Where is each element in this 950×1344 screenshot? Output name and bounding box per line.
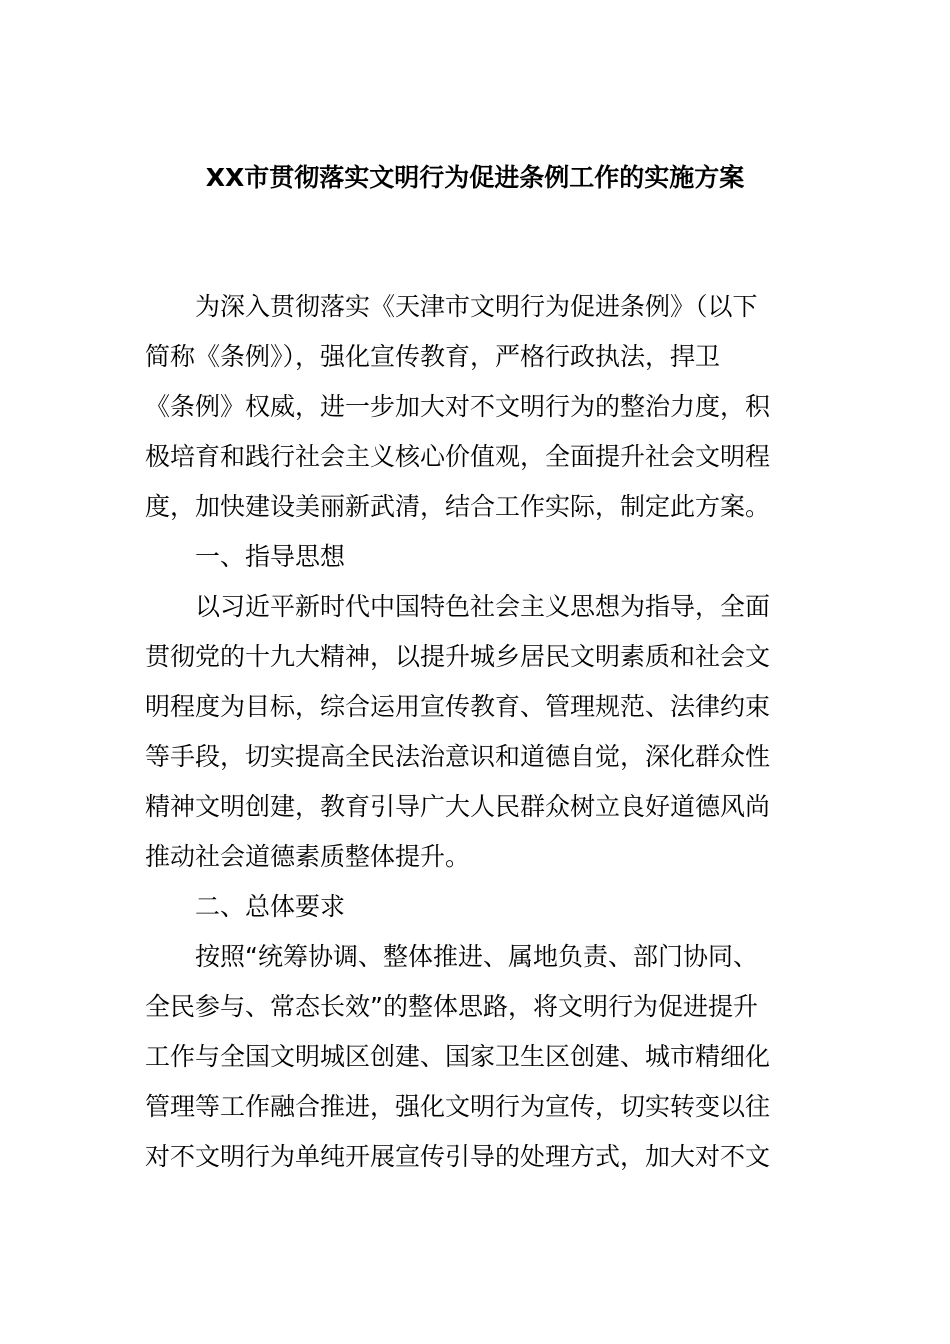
- paragraph-requirements-line-5: 对不文明行为单纯开展宣传引导的处理方式，加大对不文: [145, 1142, 771, 1171]
- paragraph-guiding-line-4: 等手段，切实提高全民法治意识和道德自觉，深化群众性: [145, 742, 771, 771]
- document-title: XX市贯彻落实文明行为促进条例工作的实施方案: [205, 163, 745, 192]
- paragraph-guiding-line-6: 推动社会道德素质整体提升。: [145, 842, 471, 871]
- section-heading-overall-requirements: 二、总体要求: [195, 892, 346, 921]
- paragraph-intro-line-4: 极培育和践行社会主义核心价值观，全面提升社会文明程: [145, 442, 771, 471]
- paragraph-requirements-line-2: 全民参与、常态长效”的整体思路，将文明行为促进提升: [145, 992, 758, 1021]
- paragraph-intro-line-5: 度，加快建设美丽新武清，结合工作实际，制定此方案。: [145, 492, 771, 521]
- paragraph-guiding-line-3: 明程度为目标，综合运用宣传教育、管理规范、法律约束: [145, 692, 771, 721]
- section-heading-guiding-thought: 一、指导思想: [195, 542, 346, 571]
- paragraph-guiding-line-2: 贯彻党的十九大精神，以提升城乡居民文明素质和社会文: [145, 642, 771, 671]
- paragraph-intro-line-3: 《条例》权威，进一步加大对不文明行为的整治力度，积: [145, 392, 771, 421]
- paragraph-guiding-line-1: 以习近平新时代中国特色社会主义思想为指导，全面: [195, 592, 771, 621]
- paragraph-requirements-line-3: 工作与全国文明城区创建、国家卫生区创建、城市精细化: [145, 1042, 771, 1071]
- document-body: [145, 282, 815, 1182]
- paragraph-intro-line-2: 简称《条例》），强化宣传教育，严格行政执法，捍卫: [145, 342, 721, 371]
- paragraph-requirements-line-4: 管理等工作融合推进，强化文明行为宣传，切实转变以往: [145, 1092, 771, 1121]
- paragraph-intro-line-1: 为深入贯彻落实《天津市文明行为促进条例》（以下: [195, 292, 758, 321]
- paragraph-requirements-line-1: 按照“统筹协调、整体推进、属地负责、部门协同、: [195, 942, 758, 971]
- paragraph-guiding-line-5: 精神文明创建，教育引导广大人民群众树立良好道德风尚: [145, 792, 771, 821]
